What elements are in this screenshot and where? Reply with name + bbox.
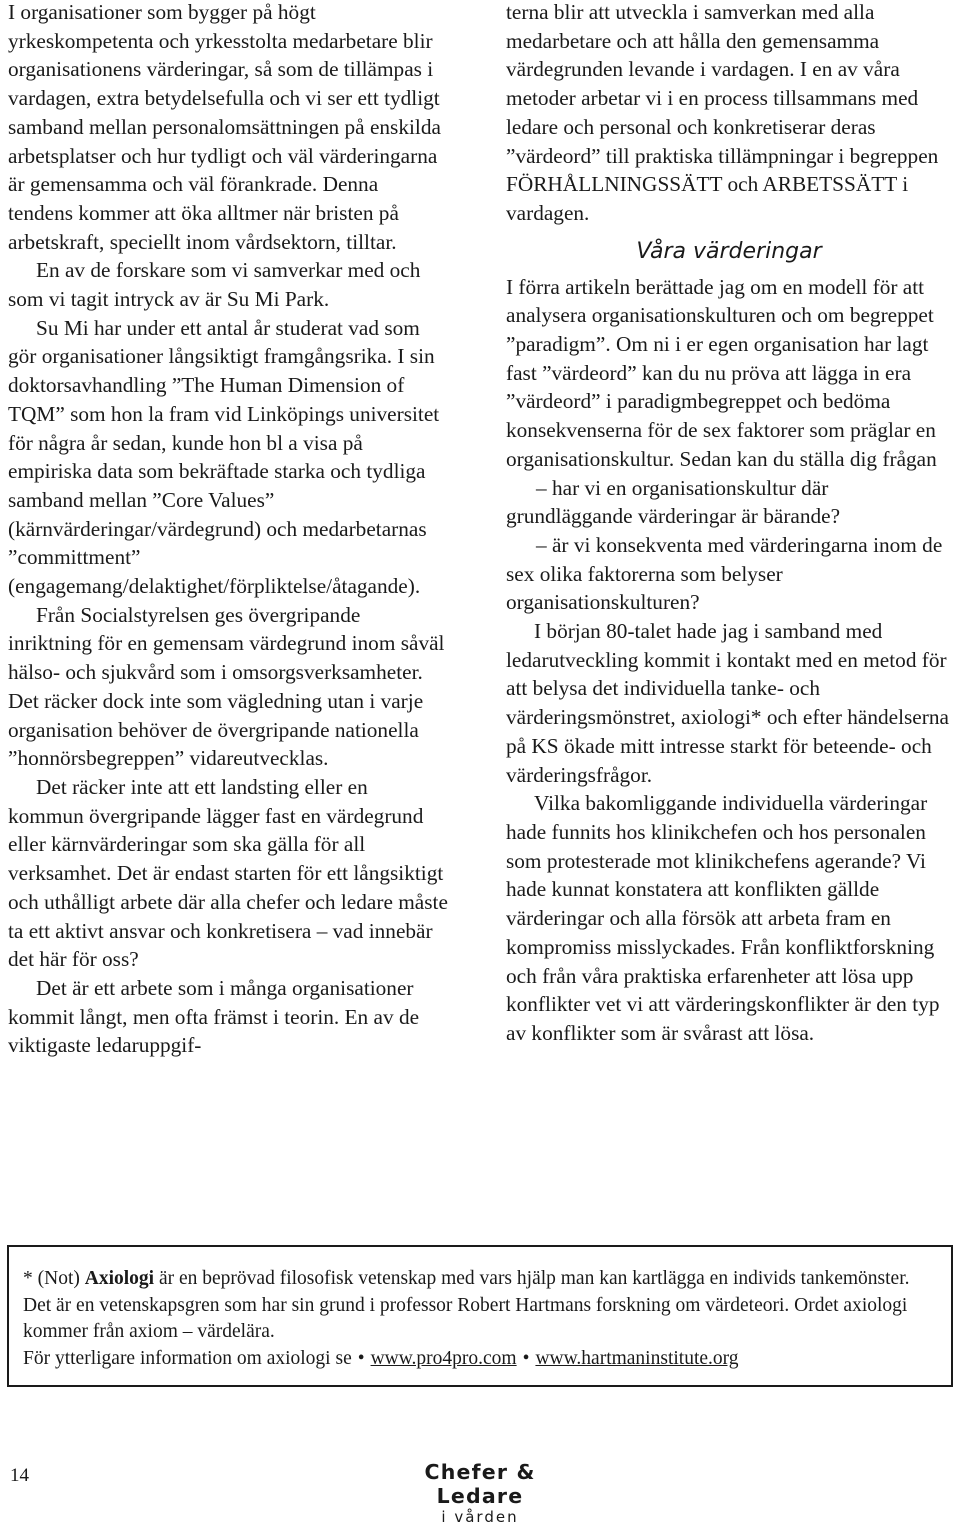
paragraph: I förra artikeln berättade jag om en modell för att analysera organisationskulturen och om begreppet ”paradigm”. Om ni i er egen organisation har lagt fast ”värdeord” kan du nu pröva att lägga in era ”värdeord” i paradigmbegreppet och bedöma konsekvenserna för de sex faktorer som präglar en organisationskultur. Sedan kan du ställa dig frågan [506, 274, 937, 471]
footnote-info [23, 1346, 923, 1373]
paragraph: En av de forskare som vi samverkar med och som vi tagit intryck av är Su Mi Park. [8, 258, 421, 312]
paragraph: Vilka bakomliggande individuella värderingar hade funnits hos klinikchefen och hos personalen som protesterade mot klinikchefens agerande? Vi hade kunnat konstatera att konflikten gällde värderingar och alla försök att arbeta fram en kompromiss misslyckades. Från konfliktforskning och från våra praktiska erfarenheter att lösa upp konflikter vet vi att värderingskonflikter är den typ av konflikter som är svårast att lösa. [506, 791, 940, 1045]
footnote-text [23, 1266, 923, 1346]
hartmaninstitute-link[interactable]: www.hartmaninstitute.org [535, 1347, 739, 1369]
page-number: 14 [10, 1465, 29, 1486]
footnote-content [23, 1266, 923, 1372]
paragraph: I början 80-talet hade jag i samband med ledarutveckling kommit i kontakt med en metod för att belysa det individuella tanke- och värderingsmönstret, axiologi* och efter händelserna på KS ökade mitt intresse starkt för beteende- och värderingsfrågor. [506, 619, 949, 787]
footnote-info-text: För ytterligare information om axiologi se [23, 1347, 352, 1369]
left-column [8, 0, 448, 1060]
magazine-title: Chefer & Ledare [424, 1460, 536, 1508]
bullet-icon: • [522, 1347, 530, 1369]
pro4pro-link[interactable]: www.pro4pro.com [370, 1347, 517, 1369]
question-item: – har vi en organisationskultur där grundläggande värderingar är bärande? [506, 475, 841, 529]
question-item: – är vi konsekventa med värderingarna inom de sex olika faktorerna som belyser organisationskulturen? [506, 532, 943, 615]
footnote-prefix: * (Not) [23, 1268, 85, 1289]
footnote-body: är en beprövad filosofisk vetenskap med vars hjälp man kan kartlägga en individs tankemönster. Det är en vetenskapsgren som har sin grund i professor Robert Hartmans forskning om värdeteori. Ordet axiologi kommer från axiom – värdelära. [23, 1268, 910, 1342]
footnote-box [7, 1245, 953, 1387]
paragraph: Det är ett arbete som i många organisationer kommit långt, men ofta främst i teorin. En av de viktigaste ledaruppgif- [8, 975, 420, 1058]
footnote-term: Axiologi [84, 1268, 155, 1289]
paragraph: Su Mi har under ett antal år studerat vad som gör organisationer långsiktigt framgångsrika. I sin doktorsavhandling ”The Human Dimension of TQM” som hon la fram vid Linköpings universitet för några år sedan, kunde hon bl a visa på empiriska data som bekräftade starka och tydliga samband mellan ”Core Values” (kärnvärderingar/värdegrund) och medarbetarnas ”committment” (engagemang/delaktighet/förpliktelse/åtagande). [8, 315, 440, 599]
right-column [506, 0, 952, 1048]
magazine-subtitle: i vården [441, 1508, 519, 1526]
magazine-logo [380, 1460, 580, 1526]
paragraph: Det räcker inte att ett landsting eller en kommun övergripande lägger fast en värdegrund eller kärnvärderingar som ska gälla för all verksamhet. Det är endast starten för ett långsiktigt och uthålligt arbete där alla chefer och ledare måste ta ett aktivt ansvar och konkretisera – vad innebär det här för oss? [8, 774, 448, 972]
paragraph: I organisationer som bygger på högt yrkeskompetenta och yrkesstolta medarbetare blir organisationens värderingar, så som de tillämpas i vardagen, extra betydelsefulla och vi ser ett tydligt samband mellan personalomsättningen på enskilda arbetsplatser och hur tydligt och väl värderingarna är gemensamma och väl förankrade. Denna tendens kommer att öka alltmer när bristen på arbetskraft, speciellt inom vårdsektorn, tilltar. [8, 0, 441, 254]
bullet-icon: • [357, 1347, 365, 1369]
section-heading: Våra värderingar [636, 238, 822, 264]
paragraph: Från Socialstyrelsen ges övergripande inriktning för en gemensam värdegrund inom såväl hälso- och sjukvård som i omsorgsverksamheter. Det räcker dock inte som vägledning utan i varje organisation behöver de övergripande nationella ”honnörsbegreppen” vidareutvecklas. [8, 602, 445, 771]
paragraph: terna blir att utveckla i samverkan med alla medarbetare och att hålla den gemensamma värdegrunden levande i vardagen. I en av våra metoder arbetar vi i en process tillsammans med ledare och personal och konkretiserar deras ”värdeord” till praktiska tillämpningar i begreppen FÖRHÅLLNINGSSÄTT och ARBETSSÄTT i vardagen. [506, 0, 939, 225]
